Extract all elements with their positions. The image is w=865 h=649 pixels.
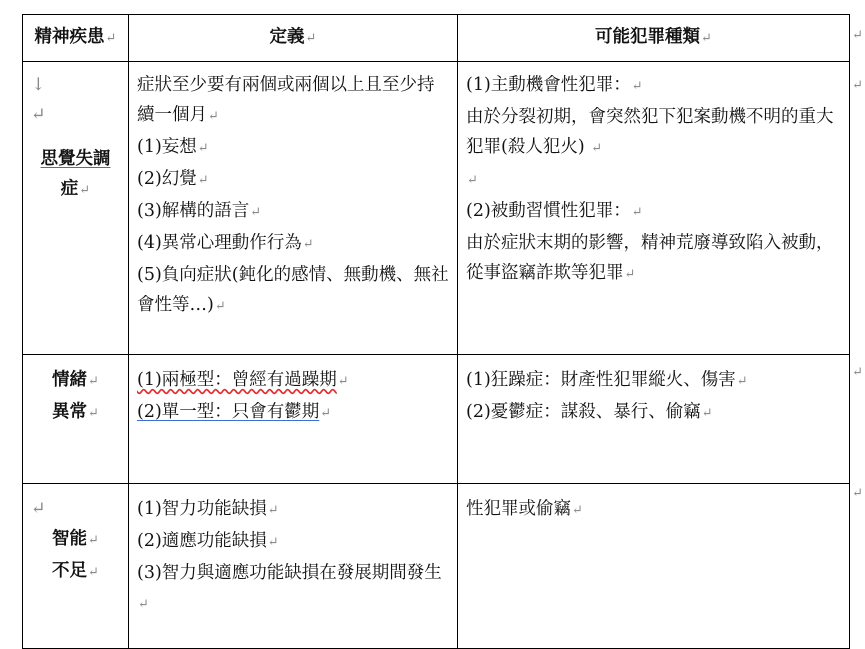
definition-line: (2)單一型：只會有鬱期↵ (137, 402, 332, 422)
crimes-cell (458, 484, 850, 649)
definition-line: (2)幻覺↵ (137, 169, 209, 189)
table-row (23, 62, 850, 355)
crime-line: (2)憂鬱症：謀殺、暴行、偷竊↵ (466, 402, 713, 422)
definition-line: (4)異常心理動作行為↵ (137, 233, 314, 253)
disorder-name: 異常 (52, 402, 88, 422)
row-end-mark: ↵ (852, 365, 863, 380)
definition-line: (3)解構的語言↵ (137, 201, 262, 221)
row-end-mark: ↵ (852, 486, 863, 501)
disorder-name: 智能 (52, 529, 88, 549)
row-end-mark: ↵ (852, 28, 863, 43)
definition-line: (2)適應功能缺損↵ (137, 531, 279, 551)
header-definition: 定義↵ (129, 15, 458, 62)
paragraph-mark: ↵ (31, 105, 46, 125)
crime-line: 由於分裂初期，會突然犯下犯案動機不明的重大犯罪(殺人犯火) ↵ (466, 107, 834, 157)
disorder-cell: ↓ ↵ 思覺失調 症↵ (23, 62, 129, 355)
definition-line: (1)妄想↵ (137, 137, 209, 157)
definition-line: (1)兩極型：曾經有過躁期↵ (137, 370, 349, 390)
crime-line: 性犯罪或偷竊↵ (466, 499, 583, 519)
definition-line: (3)智力與適應功能缺損在發展期間發生↵ (137, 563, 442, 612)
crime-line: ↵ (467, 173, 478, 188)
definition-cell (129, 62, 458, 355)
crime-line: (2)被動習慣性犯罪：↵ (466, 201, 643, 221)
table-row (23, 484, 850, 649)
crime-line: 由於症狀末期的影響，精神荒廢導致陷入被動，從事盜竊詐欺等犯罪↵ (466, 233, 834, 283)
disorder-name: 症 (60, 179, 79, 199)
crime-line: (1)狂躁症：財產性犯罪縱火、傷害↵ (466, 370, 748, 390)
paragraph-mark: ↵ (31, 499, 46, 519)
disorder-cell: ↵ 智能↵ 不足↵ (23, 484, 129, 649)
definition-line: (5)負向症狀(鈍化的感情、無動機、無社會性等…)↵ (137, 265, 449, 315)
disorder-name: 情緒 (52, 370, 88, 390)
crimes-cell (458, 62, 850, 355)
definition-line: 症狀至少要有兩個或兩個以上且至少持續一個月↵ (137, 75, 435, 125)
crime-line: (1)主動機會性犯罪：↵ (466, 75, 643, 95)
crimes-cell (458, 355, 850, 484)
header-crimes: 可能犯罪種類↵ (458, 15, 850, 62)
header-disorder: 精神疾患↵ (23, 15, 129, 62)
row-end-mark: ↵ (852, 78, 863, 93)
definition-line: (1)智力功能缺損↵ (137, 499, 279, 519)
disorder-table (22, 14, 850, 649)
definition-cell (129, 484, 458, 649)
definition-cell (129, 355, 458, 484)
disorder-name: 思覺失調 (40, 149, 111, 169)
table-row (23, 355, 850, 484)
disorder-cell: 情緒↵ 異常↵ (23, 355, 129, 484)
disorder-name: 不足 (52, 561, 88, 581)
header-row (23, 15, 850, 62)
paragraph-mark: ↓ (31, 75, 46, 95)
